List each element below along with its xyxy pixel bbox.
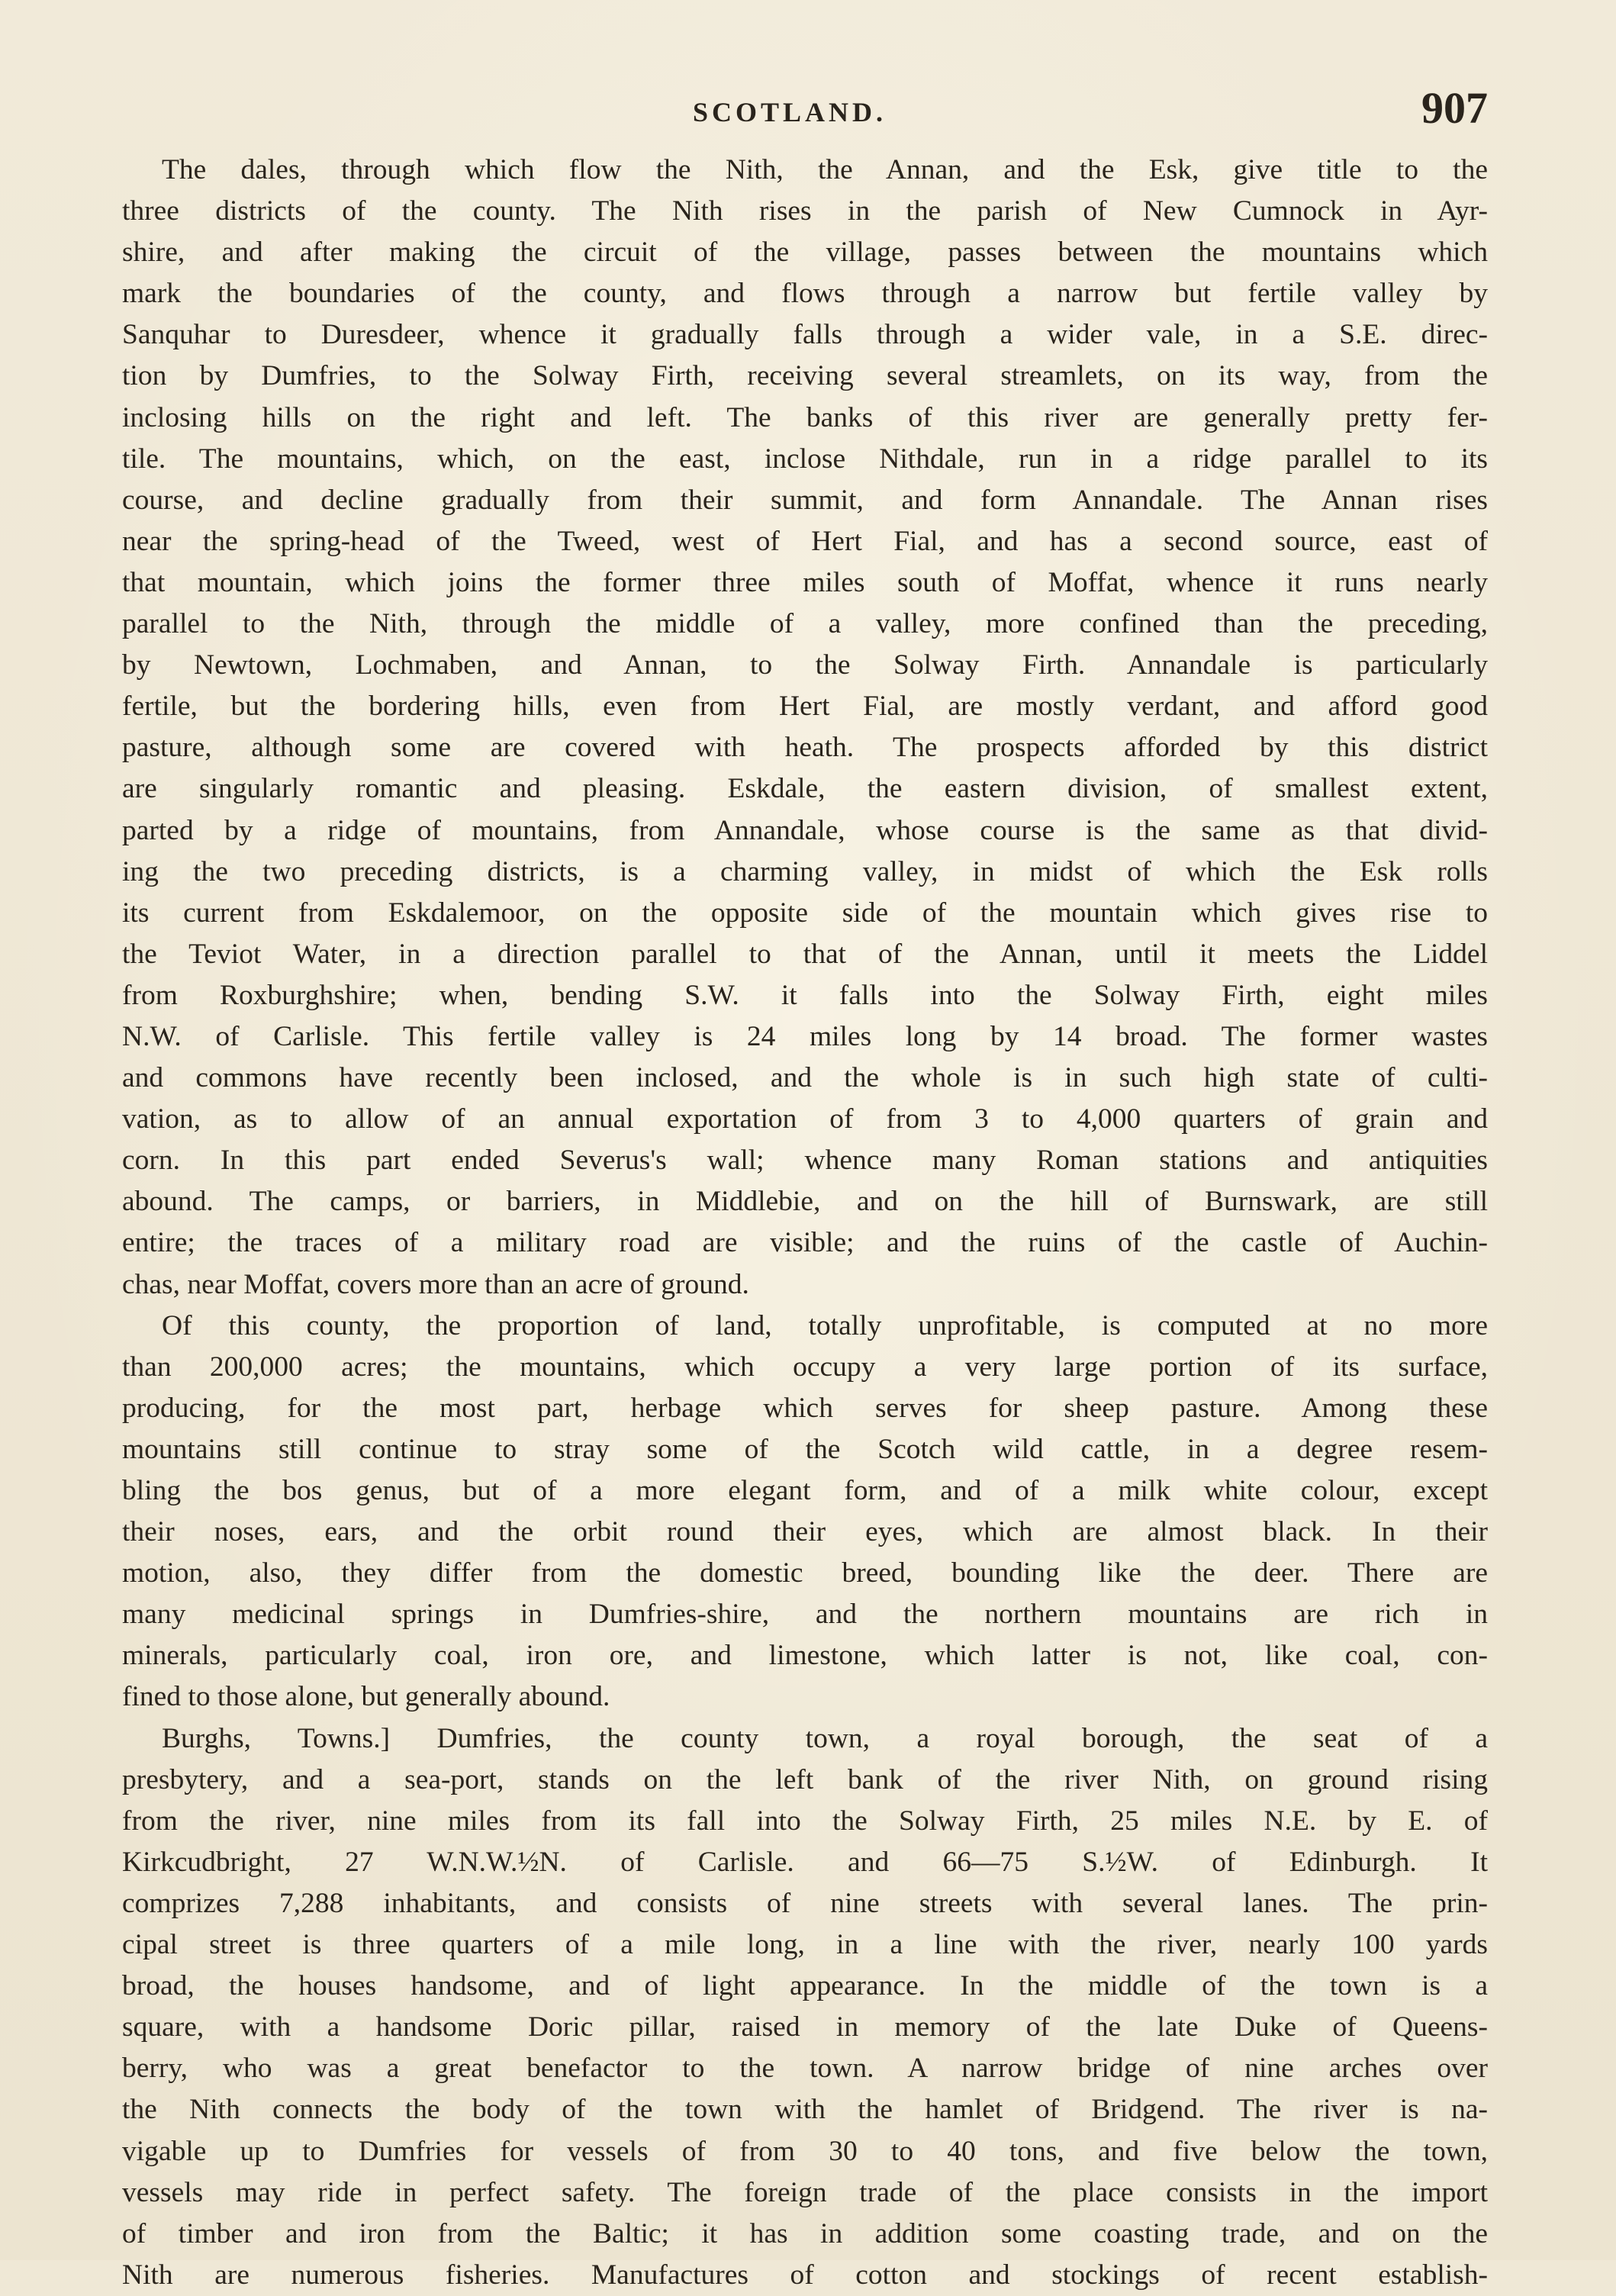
- text-line: corn. In this part ended Severus's wall; whence many Roman stations and antiquities: [122, 1145, 1488, 1177]
- text-line: are singularly romantic and pleasing. Eskdale, the eastern division, of smallest extent,: [122, 773, 1488, 805]
- text-line: comprizes 7,288 inhabitants, and consists of nine streets with several lanes. The prin-: [122, 1887, 1488, 1919]
- text-line: entire; the traces of a military road are visible; and the ruins of the castle of Auchin-: [122, 1227, 1488, 1259]
- text-line: from Roxburghshire; when, bending S.W. it falls into the Solway Firth, eight miles: [122, 979, 1488, 1011]
- text-line: broad, the houses handsome, and of light appearance. In the middle of the town is a: [122, 1970, 1488, 2002]
- text-line: producing, for the most part, herbage which serves for sheep pasture. Among these: [122, 1392, 1488, 1424]
- text-line: cipal street is three quarters of a mile long, in a line with the river, nearly 100 yards: [122, 1929, 1488, 1961]
- text-line: The dales, through which flow the Nith, the Annan, and the Esk, give title to the: [162, 154, 1488, 185]
- text-line: mark the boundaries of the county, and flows through a narrow but fertile valley by: [122, 278, 1488, 310]
- text-line: from the river, nine miles from its fall into the Solway Firth, 25 miles N.E. by E. of: [122, 1805, 1488, 1837]
- text-line: vigable up to Dumfries for vessels of from 30 to 40 tons, and five below the town,: [122, 2135, 1488, 2167]
- text-line: of timber and iron from the Baltic; it has in addition some coasting trade, and on the: [122, 2217, 1488, 2249]
- text-line: the Nith connects the body of the town with the hamlet of Bridgend. The river is na-: [122, 2094, 1488, 2126]
- text-line: berry, who was a great benefactor to the town. A narrow bridge of nine arches over: [122, 2053, 1488, 2085]
- body-text: [122, 150, 1488, 2296]
- text-line: pasture, although some are covered with heath. The prospects afforded by this district: [122, 732, 1488, 764]
- text-line: and commons have recently been inclosed, and the whole is in such high state of culti-: [122, 1062, 1488, 1094]
- text-line: vation, as to allow of an annual exportation of from 3 to 4,000 quarters of grain and: [122, 1103, 1488, 1135]
- text-line: presbytery, and a sea-port, stands on the left bank of the river Nith, on ground rising: [122, 1763, 1488, 1795]
- text-line: fertile, but the bordering hills, even from Hert Fial, are mostly verdant, and afford good: [122, 691, 1488, 723]
- text-line: minerals, particularly coal, iron ore, and limestone, which latter is not, like coal, con-: [122, 1640, 1488, 1672]
- text-line: parted by a ridge of mountains, from Annandale, whose course is the same as that divid-: [122, 814, 1488, 846]
- text-line: N.W. of Carlisle. This fertile valley is 24 miles long by 14 broad. The former wastes: [122, 1020, 1488, 1052]
- text-line: Nith are numerous fisheries. Manufactures of cotton and stockings of recent establish-: [122, 2259, 1488, 2291]
- text-line: their noses, ears, and the orbit round their eyes, which are almost black. In their: [122, 1516, 1488, 1548]
- text-line: ing the two preceding districts, is a charming valley, in midst of which the Esk rolls: [122, 855, 1488, 887]
- running-title: SCOTLAND.: [692, 97, 887, 127]
- text-line: three districts of the county. The Nith rises in the parish of New Cumnock in Ayr-: [122, 195, 1488, 227]
- text-line: by Newtown, Lochmaben, and Annan, to the Solway Firth. Annandale is particularly: [122, 649, 1488, 681]
- text-line: its current from Eskdalemoor, on the opposite side of the mountain which gives rise to: [122, 897, 1488, 929]
- text-line: inclosing hills on the right and left. The banks of this river are generally pretty fer-: [122, 401, 1488, 433]
- text-line: the Teviot Water, in a direction parallel to that of the Annan, until it meets the Liddel: [122, 938, 1488, 970]
- page-number: 907: [1421, 83, 1488, 133]
- text-line: bling the bos genus, but of a more elegant form, and of a milk white colour, except: [122, 1475, 1488, 1506]
- text-line: many medicinal springs in Dumfries-shire, and the northern mountains are rich in: [122, 1599, 1488, 1631]
- text-line: tion by Dumfries, to the Solway Firth, receiving several streamlets, on its way, from the: [122, 360, 1488, 392]
- text-line: vessels may ride in perfect safety. The foreign trade of the place consists in the import: [122, 2176, 1488, 2208]
- running-head: [92, 82, 1488, 136]
- text-line: course, and decline gradually from their summit, and form Annandale. The Annan rises: [122, 484, 1488, 516]
- text-line: parallel to the Nith, through the middle of a valley, more confined than the preceding,: [122, 608, 1488, 640]
- text-line: Of this county, the proportion of land, totally unprofitable, is computed at no more: [162, 1309, 1488, 1341]
- text-line: fined to those alone, but generally abound.: [122, 1681, 610, 1713]
- text-line: square, with a handsome Doric pillar, raised in memory of the late Duke of Queens-: [122, 2011, 1488, 2043]
- text-line: shire, and after making the circuit of the village, passes between the mountains which: [122, 237, 1488, 269]
- text-line: abound. The camps, or barriers, in Middlebie, and on the hill of Burnswark, are still: [122, 1186, 1488, 1218]
- text-line: than 200,000 acres; the mountains, which occupy a very large portion of its surface,: [122, 1351, 1488, 1383]
- text-line: mountains still continue to stray some of the Scotch wild cattle, in a degree resem-: [122, 1433, 1488, 1465]
- text-line: near the spring-head of the Tweed, west of Hert Fial, and has a second source, east of: [122, 525, 1488, 557]
- text-line: Kirkcudbright, 27 W.N.W.½N. of Carlisle. and 66—75 S.½W. of Edinburgh. It: [122, 1846, 1488, 1878]
- text-line: that mountain, which joins the former three miles south of Moffat, whence it runs nearly: [122, 566, 1488, 598]
- text-line: chas, near Moffat, covers more than an acre of ground.: [122, 1268, 749, 1300]
- text-line: tile. The mountains, which, on the east, inclose Nithdale, run in a ridge parallel to its: [122, 443, 1488, 475]
- text-line: motion, also, they differ from the domestic breed, bounding like the deer. There are: [122, 1557, 1488, 1589]
- text-line: Burghs, Towns.] Dumfries, the county town, a royal borough, the seat of a: [162, 1722, 1488, 1754]
- text-line: Sanquhar to Duresdeer, whence it gradually falls through a wider vale, in a S.E. direc-: [122, 319, 1488, 351]
